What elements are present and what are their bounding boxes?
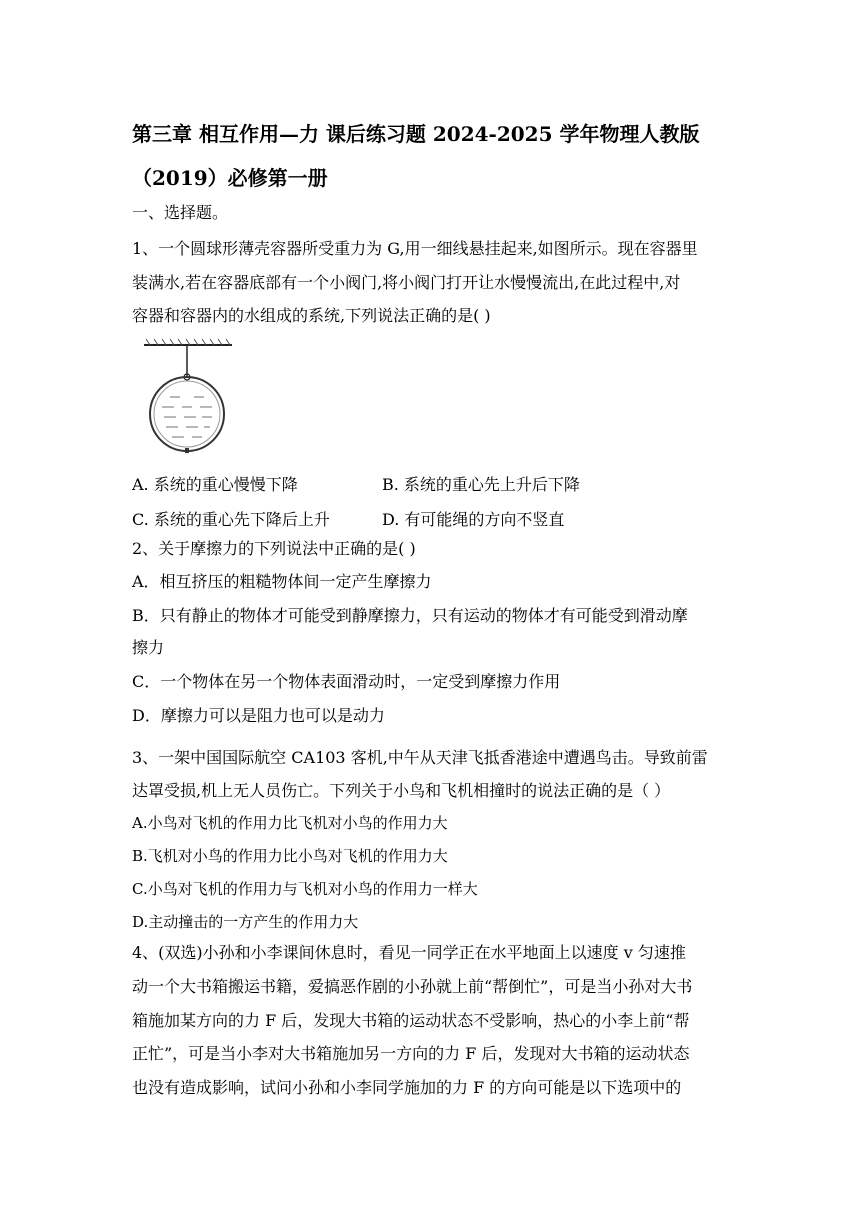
- q4-stem-line-5: 也没有造成影响，试问小孙和小李同学施加的力 F 的方向可能是以下选项中的: [132, 1078, 682, 1097]
- title-line-2: （2019）必修第一册: [132, 166, 328, 190]
- q2-option-c: C．一个物体在另一个物体表面滑动时，一定受到摩擦力作用: [132, 672, 561, 691]
- section-heading: 一、选择题。: [132, 203, 229, 222]
- title-line-1: 第三章 相互作用—力 课后练习题 2024-2025 学年物理人教版: [132, 122, 700, 146]
- q1-option-d: D. 有可能绳的方向不竖直: [382, 510, 565, 529]
- q4-stem-line-4: 正忙”，可是当小李对大书箱施加另一方向的力 F 后，发现对大书箱的运动状态: [132, 1044, 690, 1063]
- q1-stem-line-2: 装满水,若在容器底部有一个小阀门,将小阀门打开让水慢慢流出,在此过程中,对: [132, 273, 681, 292]
- q3-stem-line-1: 3、一架中国国际航空 CA103 客机,中午从天津飞抵香港途中遭遇鸟击。导致前雷: [132, 748, 708, 767]
- q2-option-b: B．只有静止的物体才可能受到静摩擦力，只有运动的物体才有可能受到滑动摩: [132, 606, 688, 625]
- q4-stem-line-1: 4、(双选)小孙和小李课间休息时，看见一同学正在水平地面上以速度 v 匀速推: [132, 943, 686, 962]
- q3-option-c: C.小鸟对飞机的作用力与飞机对小鸟的作用力一样大: [132, 880, 478, 898]
- q1-stem-line-1: 1、一个圆球形薄壳容器所受重力为 G,用一细线悬挂起来,如图所示。现在容器里: [132, 239, 698, 258]
- document-title: [132, 112, 772, 200]
- q2-option-d: D．摩擦力可以是阻力也可以是动力: [132, 706, 385, 725]
- q2-option-a: A．相互挤压的粗糙物体间一定产生摩擦力: [132, 572, 432, 591]
- q1-option-a: A. 系统的重心慢慢下降: [132, 475, 298, 494]
- q3-option-b: B.飞机对小鸟的作用力比小鸟对飞机的作用力大: [132, 847, 448, 865]
- q3-option-a: A.小鸟对飞机的作用力比飞机对小鸟的作用力大: [132, 814, 448, 832]
- q4-stem-line-2: 动一个大书箱搬运书籍，爱搞恶作剧的小孙就上前“帮倒忙”，可是当小孙对大书: [132, 977, 693, 996]
- q2-option-b-cont: 擦力: [132, 638, 165, 657]
- q1-option-b: B. 系统的重心先上升后下降: [382, 475, 580, 494]
- valve-icon: [185, 448, 189, 453]
- q3-stem-line-2: 达罩受损,机上无人员伤亡。下列关于小鸟和飞机相撞时的说法正确的是（ ）: [132, 781, 671, 800]
- hanging-sphere-figure: [140, 335, 236, 455]
- q2-stem: 2、关于摩擦力的下列说法中正确的是( ): [132, 539, 416, 558]
- q3-option-d: D.主动撞击的一方产生的作用力大: [132, 913, 359, 931]
- q4-stem-line-3: 箱施加某方向的力 F 后，发现大书箱的运动状态不受影响，热心的小李上前“帮: [132, 1011, 690, 1030]
- q1-option-c: C. 系统的重心先下降后上升: [132, 510, 330, 529]
- q1-stem-line-3: 容器和容器内的水组成的系统,下列说法正确的是( ): [132, 306, 491, 325]
